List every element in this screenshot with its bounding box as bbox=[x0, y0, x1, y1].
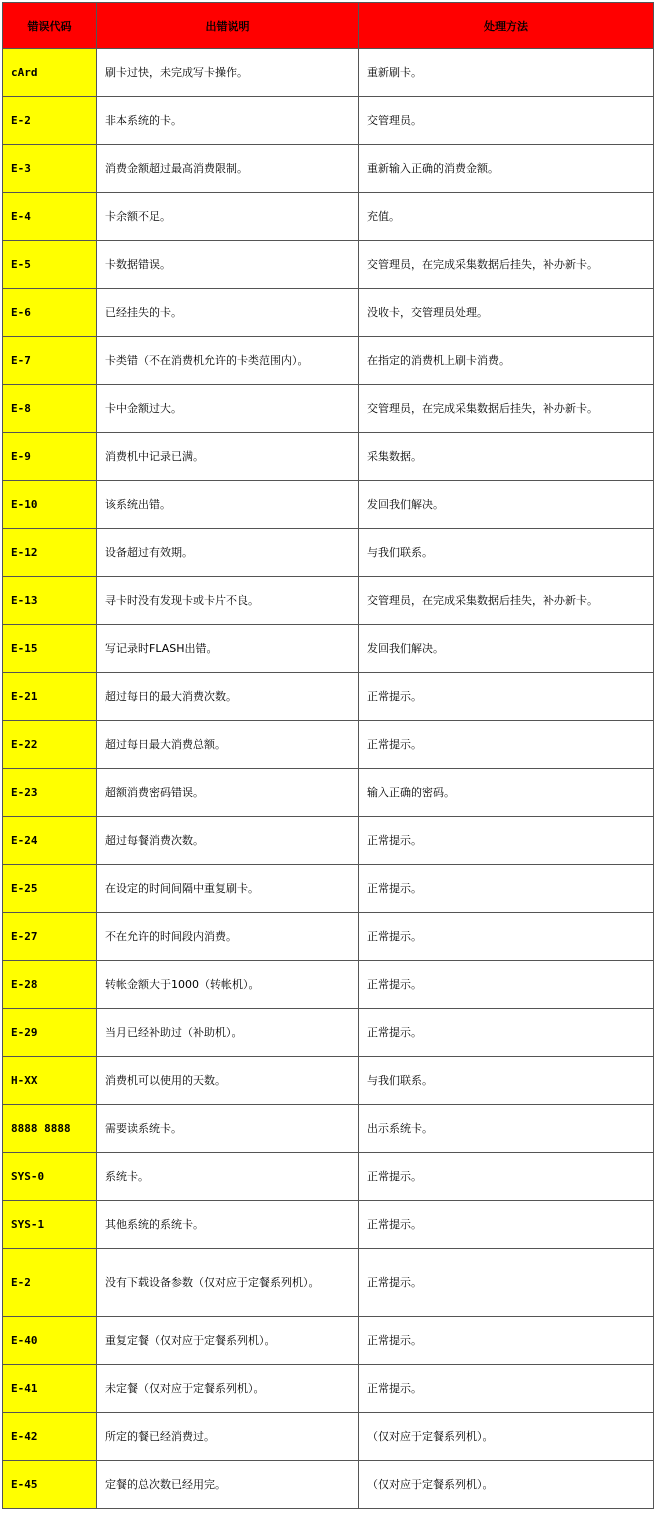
table-row bbox=[3, 481, 654, 529]
error-code-cell: E-42 bbox=[3, 1413, 97, 1461]
header-solution: 处理方法 bbox=[359, 3, 654, 49]
solution-cell: 正常提示。 bbox=[359, 817, 654, 865]
solution-cell: 出示系统卡。 bbox=[359, 1105, 654, 1153]
table-row bbox=[3, 961, 654, 1009]
error-description-cell: 重复定餐（仅对应于定餐系列机）。 bbox=[97, 1317, 359, 1365]
solution-cell: 正常提示。 bbox=[359, 1201, 654, 1249]
error-code-table bbox=[2, 2, 654, 1509]
table-row bbox=[3, 97, 654, 145]
error-code-cell: H-XX bbox=[3, 1057, 97, 1105]
error-description-cell: 其他系统的系统卡。 bbox=[97, 1201, 359, 1249]
solution-cell: 与我们联系。 bbox=[359, 529, 654, 577]
solution-cell: 正常提示。 bbox=[359, 1153, 654, 1201]
solution-cell: 正常提示。 bbox=[359, 1317, 654, 1365]
solution-cell: 正常提示。 bbox=[359, 1009, 654, 1057]
table-row bbox=[3, 769, 654, 817]
solution-cell: （仅对应于定餐系列机）。 bbox=[359, 1413, 654, 1461]
solution-cell: 交管理员，在完成采集数据后挂失，补办新卡。 bbox=[359, 241, 654, 289]
table-row bbox=[3, 529, 654, 577]
table-row bbox=[3, 145, 654, 193]
error-description-cell: 刷卡过快，未完成写卡操作。 bbox=[97, 49, 359, 97]
error-code-cell: E-21 bbox=[3, 673, 97, 721]
error-description-cell: 设备超过有效期。 bbox=[97, 529, 359, 577]
table-row bbox=[3, 1365, 654, 1413]
error-description-cell: 已经挂失的卡。 bbox=[97, 289, 359, 337]
error-description-cell: 不在允许的时间段内消费。 bbox=[97, 913, 359, 961]
error-description-cell: 写记录时FLASH出错。 bbox=[97, 625, 359, 673]
table-row bbox=[3, 241, 654, 289]
error-description-cell: 未定餐（仅对应于定餐系列机）。 bbox=[97, 1365, 359, 1413]
solution-cell: 与我们联系。 bbox=[359, 1057, 654, 1105]
error-code-cell: SYS-1 bbox=[3, 1201, 97, 1249]
table-row bbox=[3, 289, 654, 337]
solution-cell: （仅对应于定餐系列机）。 bbox=[359, 1461, 654, 1509]
error-description-cell: 超过每日最大消费总额。 bbox=[97, 721, 359, 769]
table-row bbox=[3, 865, 654, 913]
error-code-cell: cArd bbox=[3, 49, 97, 97]
table-row bbox=[3, 1249, 654, 1317]
error-description-cell: 需要读系统卡。 bbox=[97, 1105, 359, 1153]
error-code-cell: E-6 bbox=[3, 289, 97, 337]
error-description-cell: 卡余额不足。 bbox=[97, 193, 359, 241]
solution-cell: 发回我们解决。 bbox=[359, 481, 654, 529]
error-code-cell: E-4 bbox=[3, 193, 97, 241]
solution-cell: 没收卡，交管理员处理。 bbox=[359, 289, 654, 337]
error-description-cell: 卡类错（不在消费机允许的卡类范围内）。 bbox=[97, 337, 359, 385]
error-description-cell: 超过每餐消费次数。 bbox=[97, 817, 359, 865]
header-error-description: 出错说明 bbox=[97, 3, 359, 49]
error-code-cell: E-40 bbox=[3, 1317, 97, 1365]
error-code-cell: E-13 bbox=[3, 577, 97, 625]
error-description-cell: 所定的餐已经消费过。 bbox=[97, 1413, 359, 1461]
solution-cell: 输入正确的密码。 bbox=[359, 769, 654, 817]
error-code-cell: E-29 bbox=[3, 1009, 97, 1057]
table-row bbox=[3, 1413, 654, 1461]
error-code-cell: E-45 bbox=[3, 1461, 97, 1509]
table-row bbox=[3, 577, 654, 625]
solution-cell: 正常提示。 bbox=[359, 721, 654, 769]
error-code-cell: 8888 8888 bbox=[3, 1105, 97, 1153]
solution-cell: 发回我们解决。 bbox=[359, 625, 654, 673]
error-description-cell: 超额消费密码错误。 bbox=[97, 769, 359, 817]
table-row bbox=[3, 433, 654, 481]
error-code-cell: E-22 bbox=[3, 721, 97, 769]
error-code-cell: SYS-0 bbox=[3, 1153, 97, 1201]
solution-cell: 正常提示。 bbox=[359, 865, 654, 913]
solution-cell: 交管理员，在完成采集数据后挂失，补办新卡。 bbox=[359, 577, 654, 625]
solution-cell: 交管理员，在完成采集数据后挂失，补办新卡。 bbox=[359, 385, 654, 433]
table-row bbox=[3, 1105, 654, 1153]
error-description-cell: 消费金额超过最高消费限制。 bbox=[97, 145, 359, 193]
table-row bbox=[3, 49, 654, 97]
solution-cell: 充值。 bbox=[359, 193, 654, 241]
error-code-cell: E-2 bbox=[3, 97, 97, 145]
error-code-cell: E-3 bbox=[3, 145, 97, 193]
solution-cell: 正常提示。 bbox=[359, 1365, 654, 1413]
error-description-cell: 消费机可以使用的天数。 bbox=[97, 1057, 359, 1105]
error-code-cell: E-27 bbox=[3, 913, 97, 961]
table-row bbox=[3, 817, 654, 865]
error-code-cell: E-23 bbox=[3, 769, 97, 817]
table-row bbox=[3, 1461, 654, 1509]
error-code-cell: E-10 bbox=[3, 481, 97, 529]
solution-cell: 重新输入正确的消费金额。 bbox=[359, 145, 654, 193]
solution-cell: 重新刷卡。 bbox=[359, 49, 654, 97]
table-row bbox=[3, 193, 654, 241]
table-row bbox=[3, 385, 654, 433]
solution-cell: 采集数据。 bbox=[359, 433, 654, 481]
error-code-cell: E-41 bbox=[3, 1365, 97, 1413]
solution-cell: 正常提示。 bbox=[359, 673, 654, 721]
error-code-cell: E-7 bbox=[3, 337, 97, 385]
header-error-code: 错误代码 bbox=[3, 3, 97, 49]
error-description-cell: 卡数据错误。 bbox=[97, 241, 359, 289]
error-description-cell: 没有下载设备参数（仅对应于定餐系列机）。 bbox=[97, 1249, 359, 1317]
error-code-cell: E-8 bbox=[3, 385, 97, 433]
table-row bbox=[3, 1153, 654, 1201]
table-row bbox=[3, 1057, 654, 1105]
error-description-cell: 系统卡。 bbox=[97, 1153, 359, 1201]
error-description-cell: 非本系统的卡。 bbox=[97, 97, 359, 145]
error-description-cell: 消费机中记录已满。 bbox=[97, 433, 359, 481]
error-code-cell: E-9 bbox=[3, 433, 97, 481]
error-description-cell: 转帐金额大于1000（转帐机）。 bbox=[97, 961, 359, 1009]
error-description-cell: 当月已经补助过（补助机）。 bbox=[97, 1009, 359, 1057]
table-row bbox=[3, 673, 654, 721]
table-row bbox=[3, 1009, 654, 1057]
solution-cell: 在指定的消费机上刷卡消费。 bbox=[359, 337, 654, 385]
table-row bbox=[3, 625, 654, 673]
error-description-cell: 卡中金额过大。 bbox=[97, 385, 359, 433]
error-code-cell: E-12 bbox=[3, 529, 97, 577]
table-header-row bbox=[3, 3, 654, 49]
table-row bbox=[3, 337, 654, 385]
error-code-cell: E-5 bbox=[3, 241, 97, 289]
solution-cell: 正常提示。 bbox=[359, 1249, 654, 1317]
solution-cell: 正常提示。 bbox=[359, 961, 654, 1009]
table-row bbox=[3, 1317, 654, 1365]
table-row bbox=[3, 913, 654, 961]
error-code-cell: E-2 bbox=[3, 1249, 97, 1317]
error-description-cell: 该系统出错。 bbox=[97, 481, 359, 529]
error-description-cell: 寻卡时没有发现卡或卡片不良。 bbox=[97, 577, 359, 625]
table-row bbox=[3, 721, 654, 769]
error-code-cell: E-15 bbox=[3, 625, 97, 673]
error-description-cell: 在设定的时间间隔中重复刷卡。 bbox=[97, 865, 359, 913]
error-code-cell: E-24 bbox=[3, 817, 97, 865]
table-row bbox=[3, 1201, 654, 1249]
error-description-cell: 定餐的总次数已经用完。 bbox=[97, 1461, 359, 1509]
solution-cell: 交管理员。 bbox=[359, 97, 654, 145]
error-code-cell: E-28 bbox=[3, 961, 97, 1009]
solution-cell: 正常提示。 bbox=[359, 913, 654, 961]
error-description-cell: 超过每日的最大消费次数。 bbox=[97, 673, 359, 721]
error-code-cell: E-25 bbox=[3, 865, 97, 913]
